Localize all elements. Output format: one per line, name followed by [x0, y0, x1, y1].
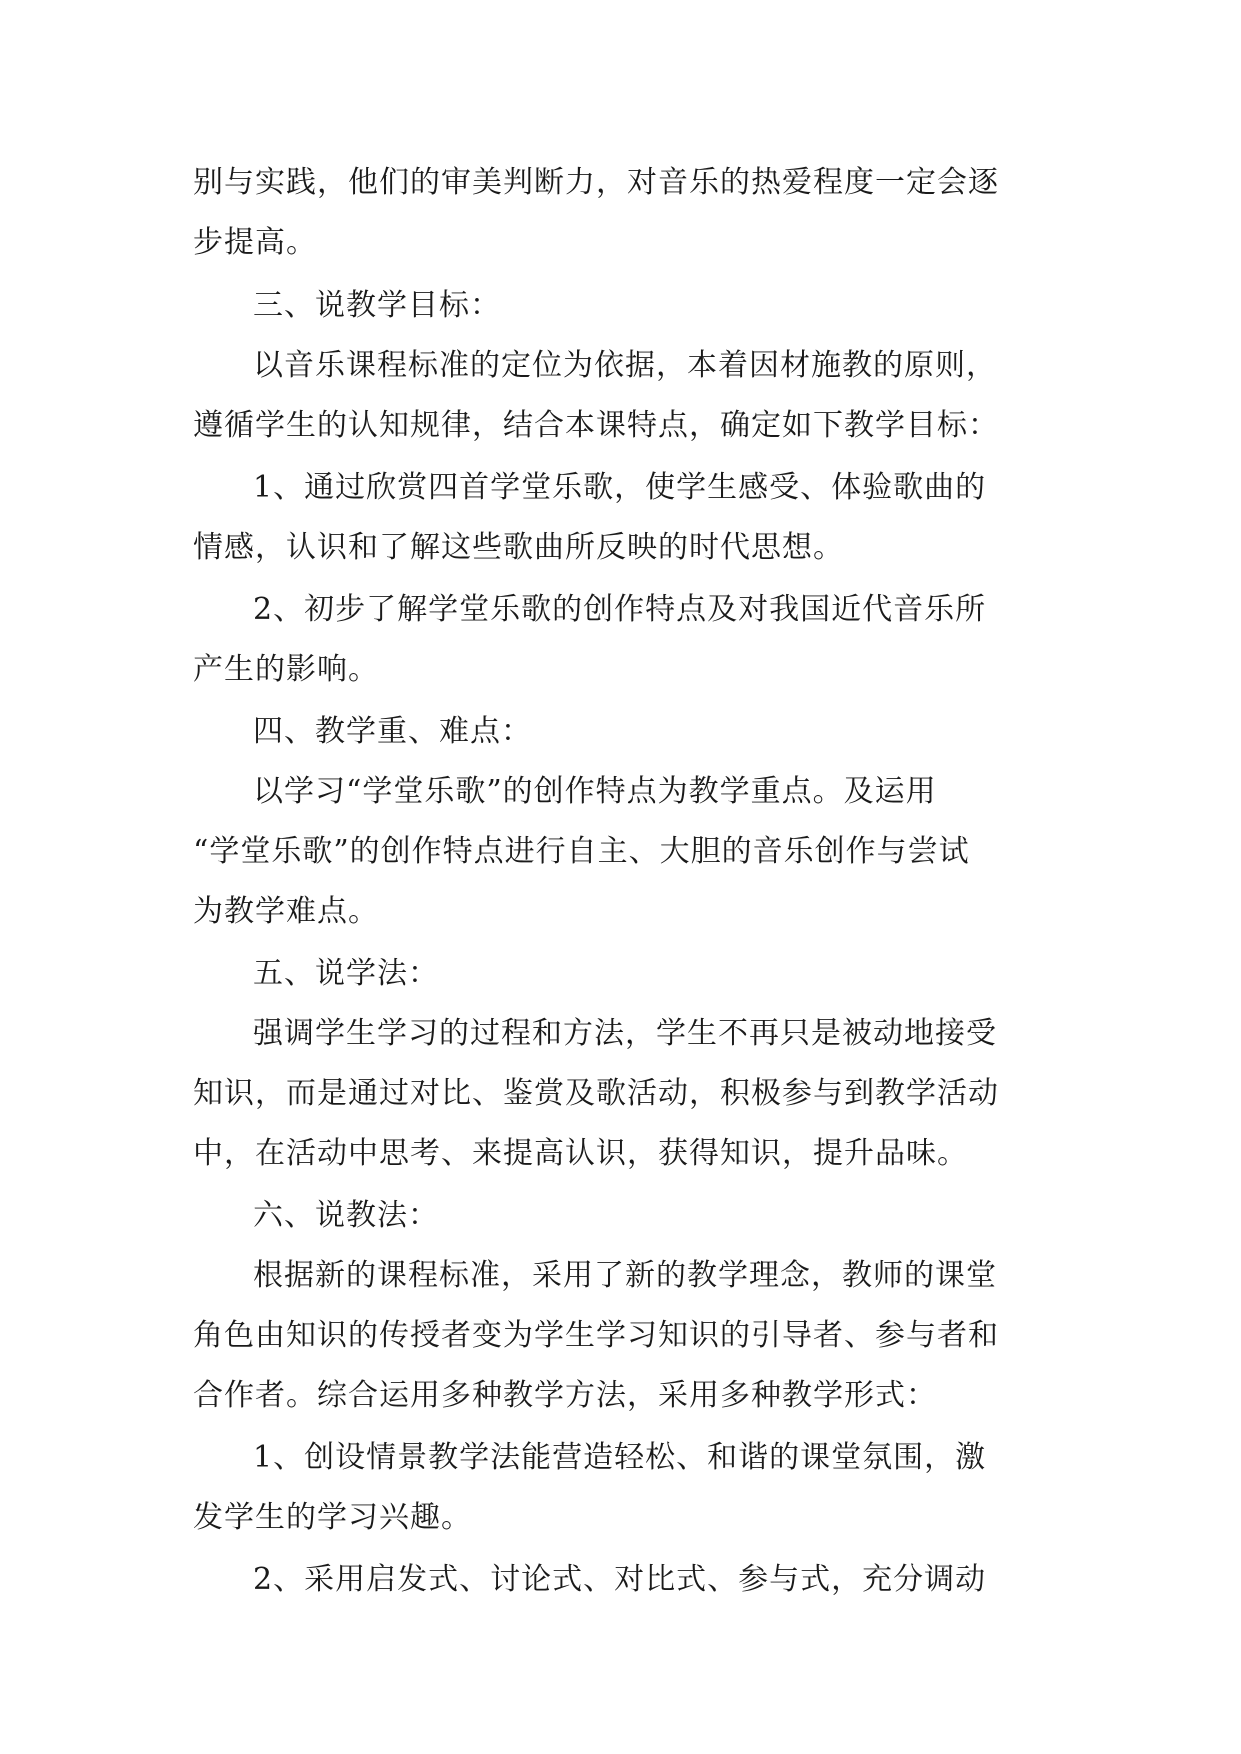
- section-heading: 四、教学重、难点：: [253, 714, 532, 749]
- text-line: 别与实践，他们的审美判断力，对音乐的热爱程度一定会逐: [193, 165, 999, 200]
- text-line: 知识，而是通过对比、鉴赏及歌活动，积极参与到教学活动: [193, 1076, 999, 1111]
- text-line: 以学习“学堂乐歌”的创作特点为教学重点。及运用: [253, 774, 937, 809]
- text-line: 产生的影响。: [193, 652, 379, 687]
- text-line: 2、初步了解学堂乐歌的创作特点及对我国近代音乐所: [253, 592, 987, 627]
- text-line: 强调学生学习的过程和方法，学生不再只是被动地接受: [253, 1016, 997, 1051]
- text-line: 发学生的学习兴趣。: [193, 1500, 472, 1535]
- text-line: 遵循学生的认知规律，结合本课特点，确定如下教学目标：: [193, 408, 999, 443]
- text-line: 2、采用启发式、讨论式、对比式、参与式，充分调动: [253, 1562, 987, 1597]
- text-line: 角色由知识的传授者变为学生学习知识的引导者、参与者和: [193, 1318, 999, 1353]
- text-line: 中，在活动中思考、来提高认识，获得知识，提升品味。: [193, 1136, 968, 1171]
- text-line: 步提高。: [193, 225, 317, 260]
- section-heading: 三、说教学目标：: [253, 288, 501, 323]
- text-line: 合作者。综合运用多种教学方法，采用多种教学形式：: [193, 1378, 937, 1413]
- text-line: 根据新的课程标准，采用了新的教学理念，教师的课堂: [253, 1258, 997, 1293]
- text-line: 以音乐课程标准的定位为依据，本着因材施教的原则，: [253, 348, 997, 383]
- section-heading: 五、说学法：: [253, 956, 439, 991]
- section-heading: 六、说教法：: [253, 1198, 439, 1233]
- text-line: “学堂乐歌”的创作特点进行自主、大胆的音乐创作与尝试: [193, 834, 970, 869]
- text-line: 1、通过欣赏四首学堂乐歌，使学生感受、体验歌曲的: [253, 470, 987, 505]
- text-line: 为教学难点。: [193, 894, 379, 929]
- text-line: 情感，认识和了解这些歌曲所反映的时代思想。: [193, 530, 844, 565]
- text-line: 1、创设情景教学法能营造轻松、和谐的课堂氛围，激: [253, 1440, 987, 1475]
